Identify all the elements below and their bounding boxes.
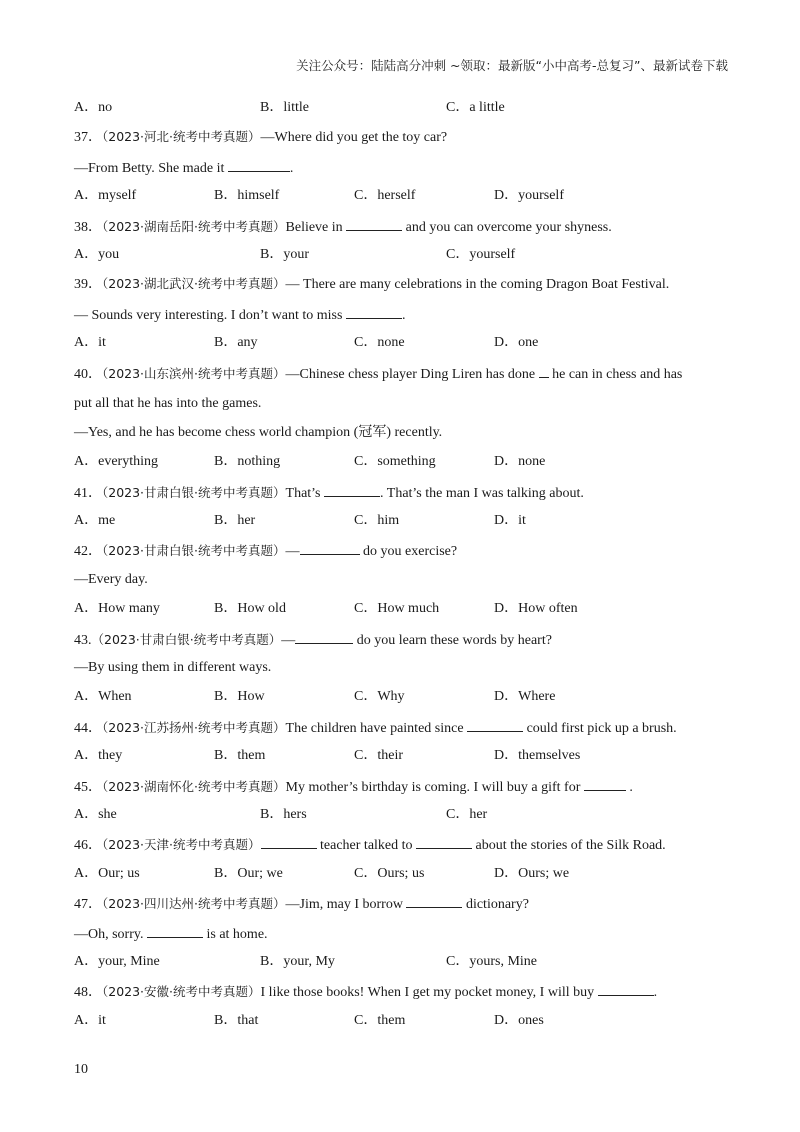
option-c: C．a little	[446, 100, 505, 115]
answer-blank	[467, 717, 523, 732]
options-row	[74, 864, 724, 893]
option-b: B．your, My	[260, 953, 335, 969]
answer-blank	[324, 482, 380, 497]
option-a: A．everything	[74, 454, 158, 470]
question-text: .	[289, 160, 294, 176]
option-d: D．one	[494, 335, 539, 351]
question-text: — Sounds very interesting. I don’t want to miss	[74, 307, 343, 323]
question-text: and you can overcome your shyness.	[405, 219, 612, 235]
question-source: （2023·河北·统考中考真题）	[102, 129, 261, 145]
question-40-line2	[74, 394, 724, 423]
question-source: （2023·山东滨州·统考中考真题）	[102, 365, 286, 381]
question-number: 42．	[74, 544, 102, 560]
answer-blank	[295, 629, 353, 644]
question-text: .	[629, 779, 633, 795]
option-a: A．Our; us	[74, 865, 140, 881]
question-text: .	[653, 985, 658, 1001]
option-b: B．How	[214, 689, 265, 705]
question-48	[74, 981, 724, 1010]
question-text: teacher talked to	[320, 838, 413, 854]
option-b: B．How old	[214, 601, 286, 617]
options-row	[74, 746, 724, 775]
option-c: C．yours, Mine	[446, 953, 537, 969]
question-source: （2023·安徽·统考中考真题）	[102, 984, 261, 1000]
question-43-line2	[74, 658, 724, 687]
question-44	[74, 717, 724, 746]
question-46	[74, 834, 724, 863]
answer-blank	[539, 363, 549, 378]
question-43	[74, 629, 724, 658]
question-number: 39．	[74, 277, 102, 293]
question-text: —	[281, 632, 296, 648]
option-a: A．How many	[74, 601, 160, 617]
question-source: （2023·甘肃白银·统考中考真题）	[102, 543, 286, 559]
options-row	[74, 511, 724, 540]
answer-blank	[300, 540, 360, 555]
question-text: —	[285, 544, 300, 560]
question-42	[74, 540, 724, 569]
option-c: C．him	[354, 513, 400, 529]
option-d: D．ones	[494, 1012, 544, 1028]
option-a: A．they	[74, 748, 123, 764]
question-text: Believe in	[285, 219, 343, 235]
answer-blank	[346, 216, 402, 231]
question-42-line2	[74, 570, 724, 599]
options-row	[74, 805, 724, 834]
page-number: 10	[74, 1062, 88, 1077]
options-row	[74, 186, 724, 215]
question-text: My mother’s birthday is coming. I will buy a gift for	[285, 779, 581, 795]
question-text: —Yes, and he has become chess world champion (冠军) recently.	[74, 424, 443, 440]
option-a: A．you	[74, 246, 120, 262]
answer-blank	[147, 923, 203, 938]
question-number: 48．	[74, 985, 102, 1001]
question-40	[74, 363, 724, 394]
question-text: .	[401, 307, 406, 323]
question-text: The children have painted since	[285, 720, 464, 736]
option-b: B．nothing	[214, 454, 281, 470]
option-b: B．little	[260, 100, 309, 115]
option-c: C．Ours; us	[354, 865, 425, 881]
option-c: C．How much	[354, 601, 440, 617]
option-b: B．them	[214, 748, 266, 764]
question-number: 40．	[74, 366, 102, 382]
option-d: D．Ours; we	[494, 865, 570, 881]
option-a: A．me	[74, 513, 116, 529]
options-row	[74, 98, 724, 127]
option-a: A．myself	[74, 188, 137, 204]
options-row	[74, 687, 724, 716]
answer-blank	[584, 776, 626, 791]
options-row	[74, 333, 724, 362]
options-row	[74, 245, 724, 274]
question-text: —By using them in different ways.	[74, 660, 272, 676]
question-text: — There are many celebrations in the coming Dragon Boat Festival.	[285, 277, 670, 293]
question-number: 45．	[74, 779, 102, 795]
option-d: D．How often	[494, 601, 578, 617]
option-c: C．their	[354, 748, 403, 764]
question-text: —Oh, sorry.	[74, 926, 144, 942]
question-47-line2	[74, 923, 724, 952]
question-number: 44．	[74, 720, 102, 736]
question-37	[74, 127, 724, 156]
question-text: could first pick up a brush.	[526, 720, 677, 736]
answer-blank	[598, 981, 654, 996]
option-b: B．your	[260, 246, 309, 262]
question-text: —Chinese chess player Ding Liren has done	[285, 366, 536, 382]
question-39-line2	[74, 304, 724, 333]
question-source: （2023·湖北武汉·统考中考真题）	[102, 276, 286, 292]
option-b: B．hers	[260, 806, 307, 822]
options-row	[74, 452, 724, 481]
question-text: do you learn these words by heart?	[356, 632, 552, 648]
options-row	[74, 952, 724, 981]
answer-blank	[416, 834, 472, 849]
question-source: （2023·甘肃白银·统考中考真题）	[102, 484, 286, 500]
option-d: D．it	[494, 513, 526, 529]
question-source: （2023·湖南岳阳·统考中考真题）	[102, 218, 286, 234]
question-number: 46．	[74, 838, 102, 854]
option-d: D．Where	[494, 689, 556, 705]
question-text: —From Betty. She made it	[74, 160, 225, 176]
question-source: （2023·湖南怀化·统考中考真题）	[102, 778, 286, 794]
option-d: D．themselves	[494, 748, 581, 764]
option-b: B．himself	[214, 188, 280, 204]
option-d: D．yourself	[494, 188, 564, 204]
question-text: about the stories of the Silk Road.	[475, 838, 666, 854]
question-number: 43.	[74, 632, 92, 648]
question-text: —Every day.	[74, 571, 148, 587]
question-text: put all that he has into the games.	[74, 395, 262, 411]
question-number: 37．	[74, 130, 102, 146]
option-a: A．it	[74, 335, 106, 351]
question-38	[74, 216, 724, 245]
question-text: . That’s the man I was talking about.	[380, 485, 584, 501]
question-list	[74, 98, 724, 1040]
question-text: dictionary?	[465, 897, 529, 913]
option-c: C．something	[354, 454, 436, 470]
answer-blank	[346, 304, 402, 319]
option-b: B．her	[214, 513, 256, 529]
options-row	[74, 599, 724, 628]
options-row	[74, 1011, 724, 1040]
question-text: he can in chess and has	[552, 366, 683, 382]
option-b: B．Our; we	[214, 865, 283, 881]
option-c: C．her	[446, 806, 488, 822]
option-a: A．When	[74, 689, 132, 705]
question-text: I like those books! When I get my pocket money, I will buy	[260, 985, 595, 1001]
question-text: do you exercise?	[363, 544, 458, 560]
question-text: —Where did you get the toy car?	[260, 130, 448, 146]
answer-blank	[228, 157, 290, 172]
answer-blank	[261, 834, 317, 849]
option-c: C．herself	[354, 188, 416, 204]
option-a: A．it	[74, 1012, 106, 1028]
question-source: （2023·甘肃白银·统考中考真题）	[91, 631, 282, 647]
question-source: （2023·四川达州·统考中考真题）	[102, 896, 286, 912]
question-source: （2023·江苏扬州·统考中考真题）	[102, 719, 286, 735]
question-47	[74, 893, 724, 922]
question-text: is at home.	[206, 926, 268, 942]
option-c: C．them	[354, 1012, 406, 1028]
question-40-line3	[74, 423, 724, 452]
question-number: 38．	[74, 219, 102, 235]
page-header: 关注公众号：陆陆高分冲刺 ~领取：最新版“小中高考-总复习”、最新试卷下载	[296, 58, 728, 73]
option-a: A．your, Mine	[74, 953, 160, 969]
option-c: C．yourself	[446, 246, 516, 262]
question-text: —Jim, may I borrow	[285, 897, 403, 913]
option-a: A．no	[74, 100, 113, 115]
question-number: 41．	[74, 485, 102, 501]
question-41	[74, 482, 724, 511]
question-45	[74, 776, 724, 805]
option-a: A．she	[74, 806, 117, 822]
question-37-line2	[74, 157, 724, 186]
option-b: B．that	[214, 1012, 259, 1028]
question-source: （2023·天津·统考中考真题）	[102, 837, 261, 853]
question-39	[74, 274, 724, 303]
answer-blank	[406, 893, 462, 908]
question-text: That’s	[285, 485, 321, 501]
option-c: C．none	[354, 335, 405, 351]
option-c: C．Why	[354, 689, 405, 705]
question-number: 47．	[74, 897, 102, 913]
option-b: B．any	[214, 335, 258, 351]
option-d: D．none	[494, 454, 546, 470]
